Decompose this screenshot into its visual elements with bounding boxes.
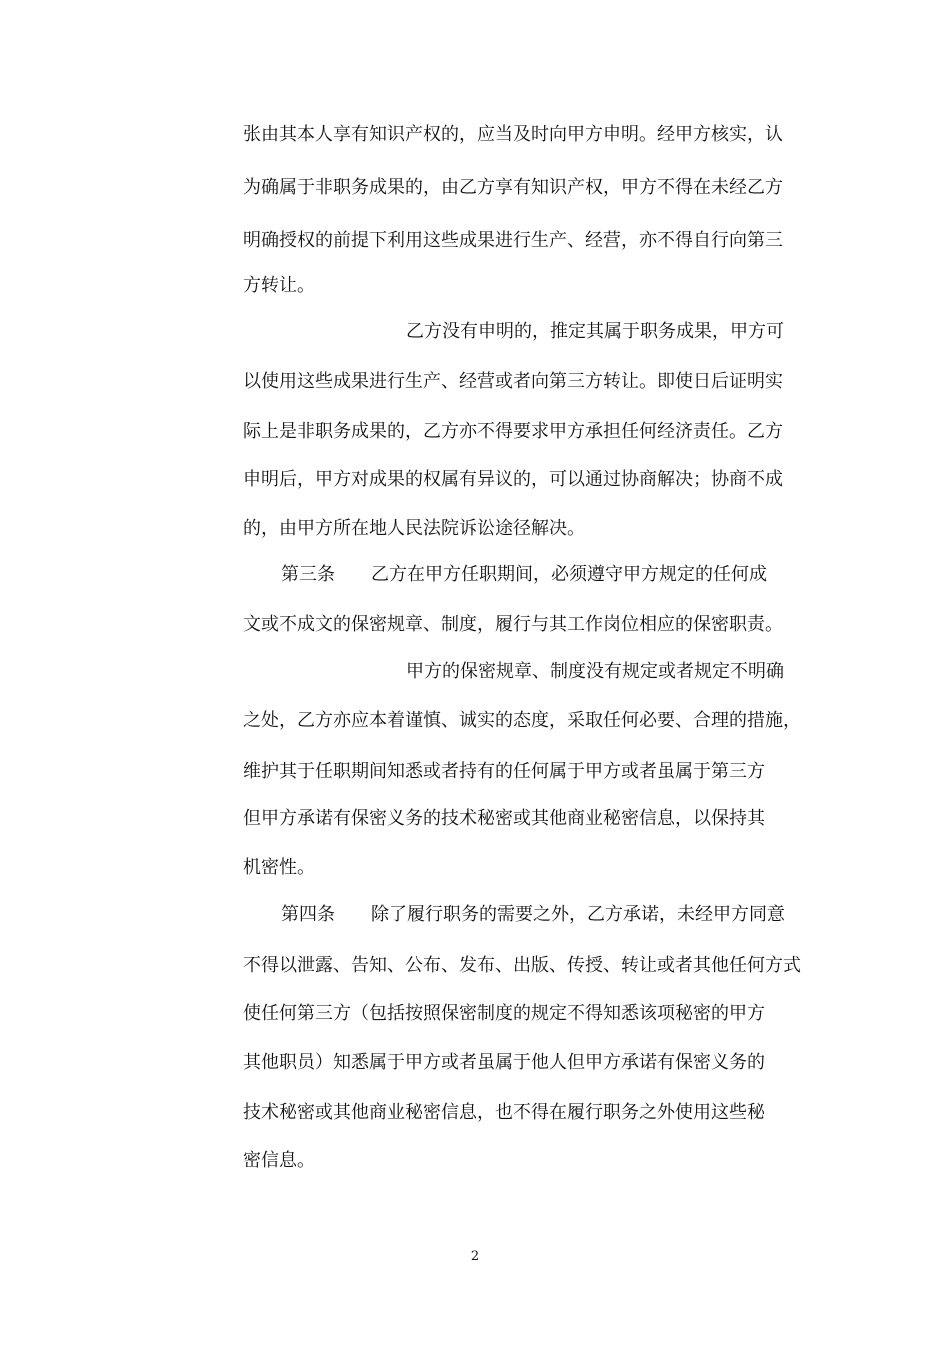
text-line: 机密性。: [243, 857, 315, 878]
text-line: 申明后，甲方对成果的权属有异议的，可以通过协商解决；协商不成: [243, 469, 783, 490]
page-number: 2: [470, 1249, 480, 1264]
text-line: 但甲方承诺有保密义务的技术秘密或其他商业秘密信息，以保持其: [243, 808, 765, 829]
text-line: 甲方的保密规章、制度没有规定或者规定不明确: [406, 661, 784, 682]
text-line: 明确授权的前提下利用这些成果进行生产、经营，亦不得自行向第三: [243, 230, 783, 251]
text-line: 的，由甲方所在地人民法院诉讼途径解决。: [243, 518, 585, 539]
article-4-heading-line: 第四条 除了履行职务的需要之外，乙方承诺，未经甲方同意: [281, 904, 785, 925]
text-line: 张由其本人享有知识产权的，应当及时向甲方申明。经甲方核实，认: [243, 124, 783, 145]
text-line: 以使用这些成果进行生产、经营或者向第三方转让。即使日后证明实: [243, 371, 783, 392]
text-line: 其他职员）知悉属于甲方或者虽属于他人但甲方承诺有保密义务的: [243, 1052, 765, 1073]
text-line: 乙方没有申明的，推定其属于职务成果，甲方可: [406, 321, 784, 342]
text-line: 维护其于任职期间知悉或者持有的任何属于甲方或者虽属于第三方: [243, 761, 765, 782]
text-line: 密信息。: [243, 1150, 315, 1171]
text-line: 技术秘密或其他商业秘密信息，也不得在履行职务之外使用这些秘: [243, 1102, 765, 1123]
text-line: 方转让。: [243, 275, 315, 296]
text-line: 不得以泄露、告知、公布、发布、出版、传授、转让或者其他任何方式: [243, 955, 801, 976]
text-line: 文或不成文的保密规章、制度，履行与其工作岗位相应的保密职责。: [243, 614, 783, 635]
text-line: 使任何第三方（包括按照保密制度的规定不得知悉该项秘密的甲方: [243, 1003, 765, 1024]
article-3-heading-line: 第三条 乙方在甲方任职期间，必须遵守甲方规定的任何成: [281, 564, 767, 585]
text-line: 之处，乙方亦应本着谨慎、诚实的态度，采取任何必要、合理的措施，: [243, 710, 801, 731]
text-line: 为确属于非职务成果的，由乙方享有知识产权，甲方不得在未经乙方: [243, 177, 783, 198]
text-line: 际上是非职务成果的，乙方亦不得要求甲方承担任何经济责任。乙方: [243, 421, 783, 442]
